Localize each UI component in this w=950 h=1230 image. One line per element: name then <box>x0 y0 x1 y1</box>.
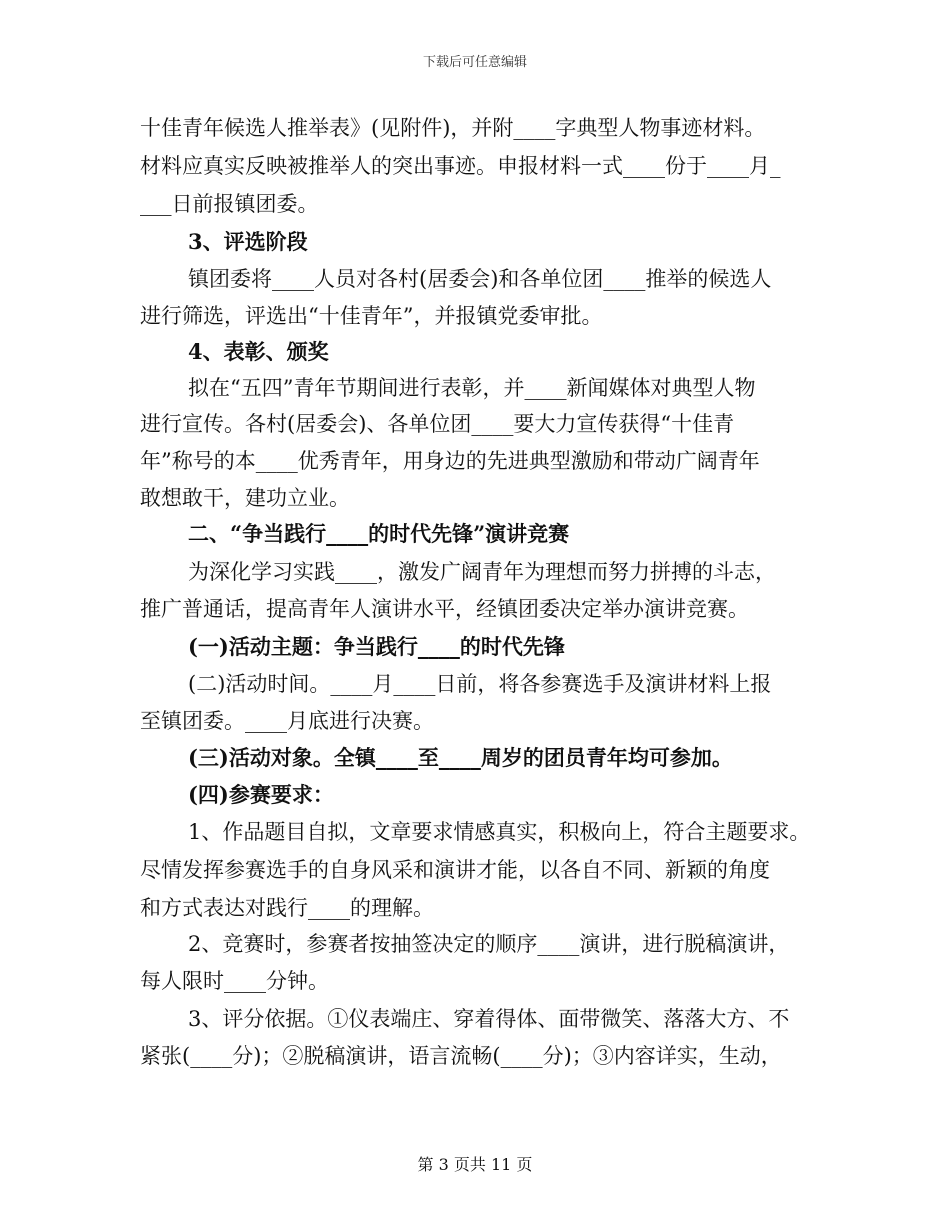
paragraph-line: 至镇团委。____月底进行决赛。 <box>140 709 434 733</box>
paragraph-line: 十佳青年候选人推举表》(见附件)，并附____字典型人物事迹材料。 <box>140 116 766 140</box>
section-heading: 3、评选阶段 <box>188 229 308 254</box>
section-heading: 二、“争当践行____的时代先锋”演讲竞赛 <box>188 521 570 546</box>
paragraph-line: 1、作品题目自拟，文章要求情感真实，积极向上，符合主题要求。 <box>188 820 811 844</box>
section-heading: (三)活动对象。全镇____至____周岁的团员青年均可参加。 <box>188 745 733 770</box>
paragraph-line: 进行筛选，评选出“十佳青年”，并报镇党委审批。 <box>140 304 603 328</box>
paragraph-line: 3、评分依据。①仪表端庄、穿着得体、面带微笑、落落大方、不 <box>188 1007 790 1031</box>
paragraph-line: 尽情发挥参赛选手的自身风采和演讲才能，以各自不同、新颖的角度 <box>140 858 770 882</box>
paragraph-line: 每人限时____分钟。 <box>140 969 329 993</box>
paragraph-line: 和方式表达对践行____的理解。 <box>140 896 434 920</box>
paragraph-line: 材料应真实反映被推举人的突出事迹。申报材料一式____份于____月_ <box>140 154 781 178</box>
paragraph-line: 年”称号的本____优秀青年，用身边的先进典型激励和带动广阔青年 <box>140 449 760 473</box>
paragraph-line: (二)活动时间。____月____日前，将各参赛选手及演讲材料上报 <box>188 672 772 696</box>
paragraph-line: 敢想敢干，建功立业。 <box>140 486 350 510</box>
page-footer: 第 3 页共 11 页 <box>417 1155 533 1174</box>
page-header: 下载后可任意编辑 <box>422 55 527 70</box>
paragraph-line: ___日前报镇团委。 <box>140 192 319 216</box>
paragraph-line: 2、竞赛时，参赛者按抽签决定的顺序____演讲，进行脱稿演讲， <box>188 932 790 956</box>
section-heading: (四)参赛要求： <box>188 782 334 807</box>
section-heading: 4、表彰、颁奖 <box>188 339 329 364</box>
paragraph-line: 为深化学习实践____，激发广阔青年为理想而努力拼搏的斗志， <box>188 560 776 584</box>
paragraph-line: 紧张(____分)；②脱稿演讲，语言流畅(____分)；③内容详实，生动， <box>140 1044 782 1068</box>
paragraph-line: 拟在“五四”青年节期间进行表彰，并____新闻媒体对典型人物 <box>188 376 756 400</box>
paragraph-line: 镇团委将____人员对各村(居委会)和各单位团____推举的候选人 <box>188 267 772 291</box>
paragraph-line: 推广普通话，提高青年人演讲水平，经镇团委决定举办演讲竞赛。 <box>140 597 749 621</box>
paragraph-line: 进行宣传。各村(居委会)、各单位团____要大力宣传获得“十佳青 <box>140 412 735 436</box>
section-heading: (一)活动主题：争当践行____的时代先锋 <box>188 634 565 659</box>
